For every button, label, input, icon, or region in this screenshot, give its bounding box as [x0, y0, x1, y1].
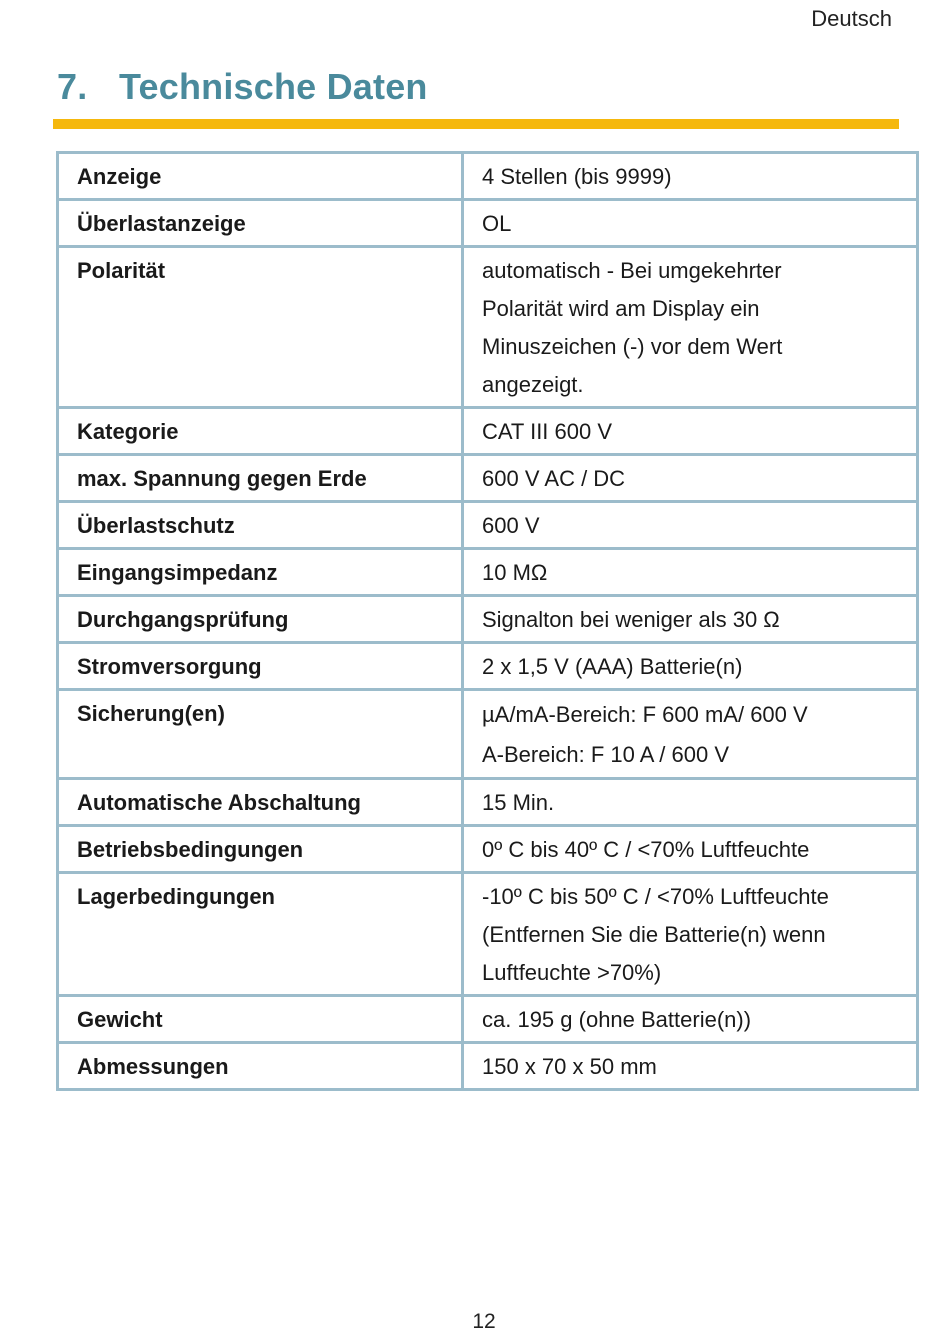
table-row — [58, 826, 918, 873]
spec-value: 600 V — [463, 502, 918, 549]
table-row — [58, 873, 918, 996]
spec-label: Überlastschutz — [58, 502, 463, 549]
spec-label: Gewicht — [58, 996, 463, 1043]
spec-label: Durchgangsprüfung — [58, 596, 463, 643]
spec-value: 2 x 1,5 V (AAA) Batterie(n) — [463, 643, 918, 690]
table-row — [58, 549, 918, 596]
spec-value-line: automatisch - Bei umgekehrter — [482, 258, 782, 283]
spec-value-line: µA/mA-Bereich: F 600 mA/ 600 V — [482, 702, 808, 727]
spec-label: Polarität — [58, 247, 463, 408]
spec-label: Anzeige — [58, 153, 463, 200]
spec-value-line: angezeigt. — [482, 372, 584, 397]
page-number: 12 — [472, 1310, 496, 1333]
spec-label: max. Spannung gegen Erde — [58, 455, 463, 502]
table-row — [58, 596, 918, 643]
spec-value: 150 x 70 x 50 mm — [463, 1043, 918, 1090]
section-number: 7. — [57, 66, 88, 107]
spec-label: Lagerbedingungen — [58, 873, 463, 996]
table-row — [58, 643, 918, 690]
section-title: Technische Daten — [119, 66, 428, 107]
spec-value-line: A-Bereich: F 10 A / 600 V — [482, 742, 730, 767]
spec-value: 4 Stellen (bis 9999) — [463, 153, 918, 200]
spec-value: 600 V AC / DC — [463, 455, 918, 502]
spec-value — [463, 873, 918, 996]
section-heading — [57, 66, 428, 108]
spec-label: Stromversorgung — [58, 643, 463, 690]
table-row — [58, 455, 918, 502]
heading-underline — [53, 119, 899, 129]
spec-label: Sicherung(en) — [58, 690, 463, 779]
spec-value: 0º C bis 40º C / <70% Luftfeuchte — [463, 826, 918, 873]
table-row — [58, 690, 918, 779]
spec-label: Betriebsbedingungen — [58, 826, 463, 873]
table-row — [58, 200, 918, 247]
table-row — [58, 153, 918, 200]
table-row — [58, 996, 918, 1043]
spec-value-line: -10º C bis 50º C / <70% Luftfeuchte — [482, 884, 829, 909]
spec-value — [463, 690, 918, 779]
language-label: Deutsch — [811, 6, 892, 31]
spec-label: Überlastanzeige — [58, 200, 463, 247]
spec-label: Abmessungen — [58, 1043, 463, 1090]
spec-value-line: (Entfernen Sie die Batterie(n) wenn — [482, 922, 826, 947]
spec-value: ca. 195 g (ohne Batterie(n)) — [463, 996, 918, 1043]
specifications-table — [56, 151, 919, 1091]
spec-value: CAT III 600 V — [463, 408, 918, 455]
table-row — [58, 247, 918, 408]
spec-value: OL — [463, 200, 918, 247]
spec-value: Signalton bei weniger als 30 Ω — [463, 596, 918, 643]
spec-label: Automatische Abschaltung — [58, 779, 463, 826]
spec-label: Kategorie — [58, 408, 463, 455]
spec-value: 10 MΩ — [463, 549, 918, 596]
spec-label: Eingangsimpedanz — [58, 549, 463, 596]
spec-value: 15 Min. — [463, 779, 918, 826]
spec-value — [463, 247, 918, 408]
table-row — [58, 779, 918, 826]
spec-value-line: Luftfeuchte >70%) — [482, 960, 662, 985]
table-row — [58, 502, 918, 549]
spec-value-line: Minuszeichen (-) vor dem Wert — [482, 334, 783, 359]
table-row — [58, 408, 918, 455]
table-row — [58, 1043, 918, 1090]
spec-value-line: Polarität wird am Display ein — [482, 296, 760, 321]
